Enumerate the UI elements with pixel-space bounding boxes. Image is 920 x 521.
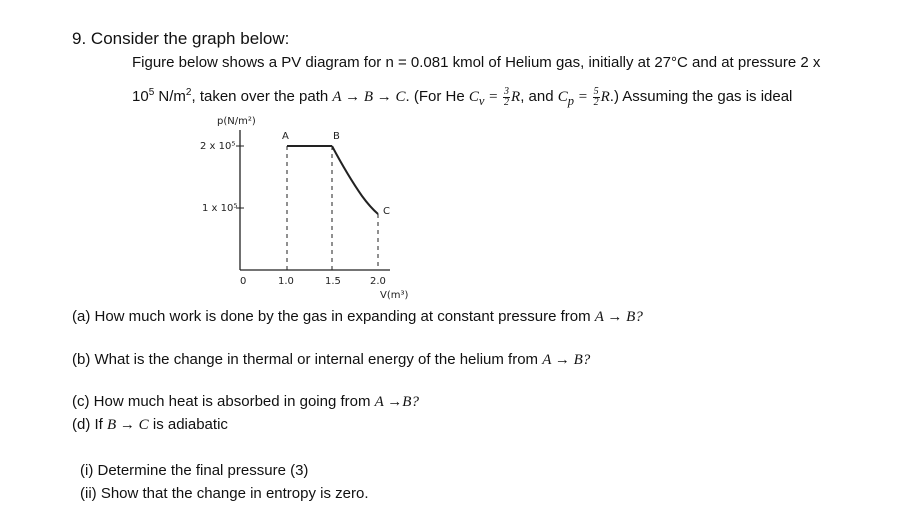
question-heading (72, 30, 289, 48)
part-d-i: (i) Determine the final pressure (3) (80, 462, 309, 479)
y-tick-label-2e5: 2 x 10⁵ (200, 141, 236, 152)
intro-line-1: Figure below shows a PV diagram for n = 0.081 kmol of Helium gas, initially at 27°C and at pressure 2 x (132, 54, 821, 71)
part-c-math: A →B? (374, 394, 419, 410)
cv-subscript: v (478, 94, 485, 108)
intro-ten: 10 (132, 88, 149, 105)
x-axis-label: V(m³) (380, 290, 409, 301)
point-label-C: C (383, 206, 390, 217)
part-d (72, 416, 228, 434)
x-tick-label-1: 1.0 (278, 276, 294, 287)
cp-fraction (593, 87, 600, 108)
intro-path-lead: , taken over the path (191, 88, 333, 105)
cp-symbol: C (557, 89, 568, 105)
cv-num: 3 (504, 86, 510, 98)
and-text: , and (520, 88, 558, 105)
part-b-text: (b) What is the change in thermal or internal energy of the helium from (72, 351, 543, 368)
part-d-text: (d) If (72, 416, 108, 433)
cv-formula (468, 86, 521, 109)
intro-unit-exp: 2 (185, 87, 192, 98)
part-b (72, 351, 590, 369)
point-label-B: B (333, 131, 340, 142)
x-tick-label-1.5: 1.5 (325, 276, 341, 287)
part-a-math: A → B? (594, 309, 643, 325)
y-tick-label-1e5: 1 x 10⁵ (202, 203, 238, 214)
x-tick-label-2: 2.0 (370, 276, 386, 287)
cv-den: 2 (504, 97, 510, 109)
part-a-text: (a) How much work is done by the gas in expanding at constant pressure from (72, 308, 595, 325)
point-label-A: A (282, 131, 289, 142)
path-expression: A → B → C (332, 89, 406, 105)
question-title: Consider the graph below: (90, 29, 290, 48)
cv-symbol: C (468, 89, 479, 105)
y-axis-label: p(N/m²) (217, 116, 256, 127)
part-d-math: B → C (107, 417, 149, 433)
part-b-math: A → B? (542, 352, 591, 368)
part-d-text2: is adiabatic (148, 416, 228, 433)
cp-formula (557, 86, 610, 109)
intro-he: . (For He (405, 88, 469, 105)
x-tick-label-0: 0 (240, 276, 247, 287)
cv-equals: = (484, 89, 503, 105)
intro-ideal: .) Assuming the gas is ideal (609, 88, 793, 105)
cp-equals: = (574, 89, 592, 105)
cv-fraction (503, 87, 510, 108)
intro-exp: 5 (148, 87, 155, 98)
cp-R: R (600, 89, 610, 105)
adiabat-B-C (332, 146, 378, 214)
part-d-ii: (ii) Show that the change in entropy is zero. (80, 485, 369, 502)
cv-R: R (511, 89, 521, 105)
part-c-text: (c) How much heat is absorbed in going from (72, 393, 375, 410)
part-a (72, 308, 643, 326)
cp-den: 2 (593, 97, 599, 109)
intro-unit: N/m (154, 88, 186, 105)
cp-subscript: p (567, 94, 574, 108)
part-c (72, 393, 419, 411)
pv-diagram (190, 110, 440, 310)
question-number: 9. (72, 29, 87, 48)
cp-num: 5 (593, 86, 599, 98)
intro-line-2 (132, 84, 792, 110)
